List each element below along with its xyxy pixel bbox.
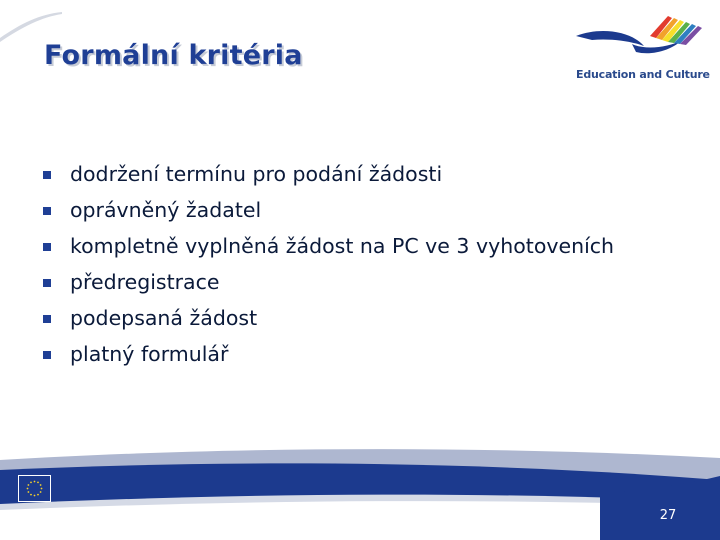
bottom-decorative-band (0, 440, 720, 540)
square-bullet-icon (43, 243, 51, 251)
bullet-item (38, 336, 614, 372)
bullet-list (38, 156, 614, 372)
bullet-text: podepsaná žádost (70, 306, 258, 330)
bullet-item (38, 192, 614, 228)
eu-flag-icon (18, 475, 51, 502)
bullet-item (38, 300, 614, 336)
bullet-text: oprávněný žadatel (70, 198, 262, 222)
square-bullet-icon (43, 207, 51, 215)
slide-title: Formální kritéria (44, 40, 303, 71)
bullet-item (38, 156, 614, 192)
bullet-text: kompletně vyplněná žádost na PC ve 3 vyhotoveních (70, 234, 615, 258)
bullet-item (38, 264, 614, 300)
bullet-text: předregistrace (70, 270, 220, 294)
square-bullet-icon (43, 351, 51, 359)
square-bullet-icon (43, 171, 51, 179)
education-culture-logo (572, 10, 708, 84)
page-number: 27 (659, 508, 677, 523)
bullet-text: platný formulář (70, 342, 229, 366)
bird-logo-icon (572, 10, 708, 66)
bullet-item (38, 228, 614, 264)
bullet-text: dodržení termínu pro podání žádosti (70, 162, 443, 186)
square-bullet-icon (43, 315, 51, 323)
logo-text: Education and Culture (576, 68, 710, 81)
square-bullet-icon (43, 279, 51, 287)
